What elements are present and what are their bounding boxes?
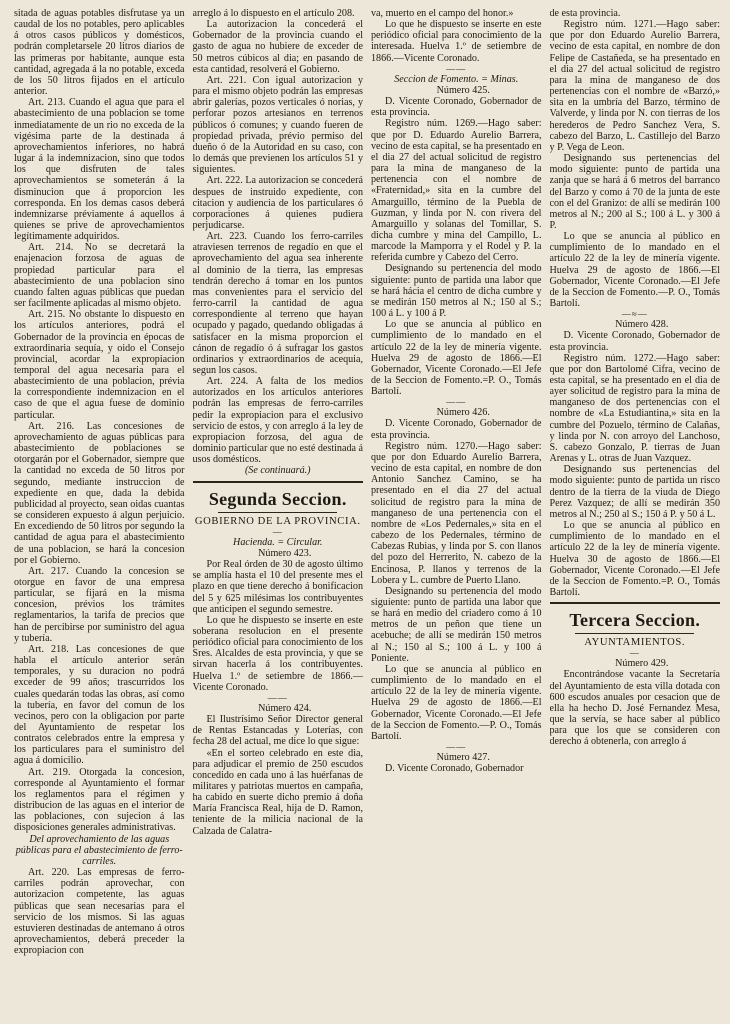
paragraph: Lo que se anuncia al público en cumplimiento de lo mandado en el artículo 22 de la ley de minería vigente. Huelva 29 de agosto de 1866.—El Gobernador, Vicente Coronado.—El Jefe de la Seccion de Fomento.—P. O., Tomás Bartolí.	[371, 663, 542, 742]
article-217: Art. 217. Cuando la concesion se otorgue en favor de una empresa particular, se fijará en la misma concesion, prévios los trámites reglamentarios, la tarifa de precios que han de percibirse por suministro del agua y tubería.	[14, 565, 185, 644]
paragraph: D. Vicente Coronado, Gobernador de esta provincia.	[371, 96, 542, 119]
article-221: Art. 221. Con igual autorizacion y para el mismo objeto podrán las empresas abrir galerías, pozos verticales ó norias, y perforar pozos artesianos en terrenos públicos ó comunes; y cuando fueren de propiedad privada, prévio permiso del dueño ó de la Autoridad en su caso, con lo demás que previenen los artículos 51 y siguientes.	[192, 74, 363, 176]
paragraph: D. Vicente Coronado, Gobernador de esta provincia.	[549, 330, 720, 353]
article-218: Art. 218. Las concesiones de que habla el artículo anterior serán temporales, y su duracion no podrá exceder de 99 años; trascurridos los cuales quedarán todas las obras, así como la tubería, en favor del comun de los vecinos, pero con la obligacion por parte del Ayuntamiento de respetar los contratos celebrados entre la empresa y los particulares para el suministro del agua á domicilio.	[14, 643, 185, 767]
notice-number: Número 428.	[615, 319, 669, 331]
divider	[193, 481, 364, 483]
article-214: Art. 214. No se decretará la enajenacion forzosa de aguas de propiedad particular para el abastecimiento de una poblacion sino cuando falten aguas públicas que puedan ser facilmente aplicadas al mismo objeto.	[14, 242, 185, 310]
ornament-dash: —≈—	[621, 309, 648, 320]
paragraph: D. Vicente Coronado, Gobernador de esta provincia.	[371, 418, 542, 441]
article-220: Art. 220. Las empresas de ferro-carriles podrán aprovechar, con autorizacion competente, las aguas públicas que sean necesarias para el servicio de los mismos. Si las aguas estuvieren destinadas de antemano á otros aprovechamientos, deberá preceder la expropiacion con	[14, 867, 185, 957]
paragraph: «En el sorteo celebrado en este dia, para adjudicar el premio de 250 escudos concedido en cada uno á las huérfanas de militares y patriotas muertos en campaña, ha cabido en suerte dicho premio á doña María Francisca Real, hija de D. Ramon, teniente de la milicia nacional de la Calzada de Calatra-	[192, 747, 363, 837]
paragraph: Encontrándose vacante la Secretaría del Ayuntamiento de esta villa dotada con 600 escudos anuales por cesacion que de ella ha hecho D. José Fernandez Mesa, que la servía, se hace saber al público para que los que se consideren con derecho á obtenerla, con arreglo á	[549, 669, 720, 748]
notice-number: Número 427.	[436, 752, 490, 763]
paragraph: de esta provincia.	[549, 8, 621, 19]
paragraph: D. Vicente Coronado, Gobernador	[385, 763, 524, 775]
paragraph: Registro núm. 1269.—Hago saber: que por D. Eduardo Aurelio Barrera, vecino de esta capital, se ha presentado en el dia 27 del actual solicitud de registro para la mina de manganeso de la pertenencia con el nombre de «Fraternidad,» sita en la cumbre del Amarguillo, término de la Puebla de Guzman, y linda por N. con rivera del Amarguillo y solanas del Tomillar, S. dicha cumbre y mina del Campillo, L. marcode la Mamporra y el Rodel y P. la referida cumbre y Cabezo del Cerro.	[371, 118, 542, 264]
notice-number: Número 429.	[615, 658, 669, 670]
paragraph: Lo que he dispuesto se inserte en este soberana resolucion en el presente periódico oficial para conocimiento de los Sres. Alcaldes de esta provincia, y que se sirvan hacerla á los contribuyentes. Huelva 1.º de setiembre de 1866.—Vicente Coronado.	[192, 614, 363, 693]
article-223: Art. 223. Cuando los ferro-carriles atraviesen terrenos de regadío en que el aprovechamiento del agua sea inherente al dominio de la tierra, las empresas tendrán derecho á tomar en los puntos mas convenientes para el servicio del ferro-carril la cantidad de agua correspondiente al terreno que hayan ocupado y pagado, quedando obligadas á satisfacer en la misma proporcion el cánon de regadío ó á sufragar los gastos ordinarios y extraordinarios de acequia, segun los casos.	[192, 231, 363, 376]
paragraph: Designando su pertenencia del modo siguiente: punto de partida una labor que se hará en medio del criadero como á 10 metros de un peñon que tiene un acebuche; de allí se medirán 150 metros al N.; 150 al S.; 100 á L. y 100 á Poniente.	[371, 585, 542, 664]
paragraph: Registro núm. 1271.—Hago saber: que por don Eduardo Aurelio Barrera, vecino de esta capital, en nombre de don Felipe de Castañeda, se ha presentado en el dia 27 del actual solicitud de registro para la mina de manganeso de dos pertenencias con el nombre de «Barzó,» sita en la umbría del Barzo, término de Valverde, y linda por N. con tierras de los herederos de Pedro Sanchez Vera, S. cabezo del Barzo, L. Castillejo del Barzo y P. Vega de Leon.	[549, 19, 720, 153]
article-213: Art. 213. Cuando el agua que para el abastecimiento de una poblacion se tome inmediatamente de un rio no exceda de la vigésima parte de la destinada á aprovechamientos inferiores, no habrá lugar á la indemnizacion, sino que todos los que disfruten de tales aprovechamientos se someterán á la disminucion que á proporcion les corresponda. En los demas casos deberá indemnizarse préviamente á aquellos á quienes se prive de aprovechamientos legítimamente adquiridos.	[14, 97, 185, 243]
paragraph: Designando su pertenencia del modo siguiente: punto de partida una labor que se hará hácia el centro de dicha cumbre y se medirán 150 metros al N.; 150 al S.; 100 á L. y 100 á P.	[371, 263, 542, 320]
gobierno-heading: GOBIERNO DE LA PROVINCIA.	[194, 515, 361, 527]
ornament-dash: —	[272, 526, 283, 537]
subsection-heading: Hacienda. = Circular.	[233, 536, 323, 548]
article-224: Art. 224. A falta de los medios autorizados en los artículos anteriores podrán las empresas de ferro-carriles pedir la expropiacion para el exclusivo servicio de estos, y con arreglo á la ley de expropiacion forzosa, del agua de dominio particular que no esté destinada á usos domésticos.	[192, 376, 363, 466]
paragraph: Por Real órden de 30 de agosto último se amplía hasta el 10 del presente mes el plazo en que tiene derecho á bonificacion del 5 y 625 milésimas los contribuyentes que anticipen el segundo semestre.	[192, 559, 363, 615]
paragraph: Lo que he dispuesto se inserte en este periódico oficial para conocimiento de la interesada. Huelva 1.º de setiembre de 1866.—Vicente Coronado.	[371, 19, 542, 64]
section-heading: Tercera Seccion.	[569, 610, 701, 631]
ayuntamientos-heading: AYUNTAMIENTOS.	[584, 637, 686, 649]
subsection-heading: Seccion de Fomento. = Minas.	[394, 73, 519, 85]
article-219: Art. 219. Otorgada la concesion, corresponde al Ayuntamiento el formar los reglamentos para el régimen y distribucion de las aguas en el interior de las poblaciones, con sujecion á las disposiciones generales administrativas.	[14, 766, 185, 834]
notice-number: Número 423.	[258, 547, 312, 559]
paragraph: arreglo á lo dispuesto en el artículo 208.	[192, 8, 355, 19]
divider	[218, 512, 337, 513]
article-215: Art. 215. No obstante lo dispuesto en los artículos anteriores, podrá el Gobernador de la provincia en épocas de extraordinaria sequía, y oido el Consejo provincial, acordar la expropiacion temporal del agua necesaria para el abastecimiento de una poblacion, prévia la correspondiente indemnizacion en el caso de que el agua fuese de dominio particular.	[14, 309, 185, 421]
paragraph: Designando sus pertenencias del modo siguiente: punto de partida un risco dentro de la tierra de la viuda de Diego Perez Vazquez; de allí se medirán 350 metros al N.; 250 al S.; 150 á P. y 50 á L.	[549, 464, 720, 520]
ornament-dash: ——	[446, 742, 467, 752]
notice-number: Número 425.	[436, 84, 490, 96]
column-1	[14, 8, 185, 1024]
divider	[550, 602, 721, 604]
column-4	[550, 8, 721, 1024]
continuation-note: (Se continuará.)	[244, 465, 311, 477]
paragraph: El Ilustrísimo Señor Director general de Rentas Estancadas y Loterías, con fecha 28 del actual, me dice lo que sigue:	[192, 714, 363, 748]
divider	[575, 633, 694, 634]
paragraph: sitada de aguas potables disfrutase ya un caudal de los no potables, pero aplicables á otros casos públicos y domésticos, podrán completarsele 20 litros diarios de las primeras por habitante, aunque esta cantidad, agregada á la no potable, exceda de los 50 litros fijados en el artículo anterior.	[14, 8, 185, 98]
paragraph: Lo que se anuncia al público en cumplimiento de lo mandado en el artículo 22 de la ley de minería vigente. Huelva 29 de agosto de 1866.—El Gobernador, Vicente Coronado.—El Jefe de la Seccion de Fomento.—P. O., Tomás Bartolí.	[549, 231, 720, 310]
ornament-dash: ——	[267, 692, 288, 703]
paragraph: Lo que se anuncia al público en cumplimiento de lo mandado en el artículo 22 de la ley de minería vigente. Huelva 29 de agosto de 1866.—El Gobernador, Vicente Coronado.—El Jefe de la Seccion de Fomento.=P. O., Tomás Bartolí.	[371, 319, 542, 398]
ornament-dash: ——	[446, 63, 467, 74]
paragraph: Designando sus pertenencias del modo siguiente: punto de partida una zanja que se hará á 6 metros del barranco del Barzo y como á 70 de la junta de este con el del Granizo: de allí se medirán 100 metros al N.; 200 al S.; 100 á L. y 300 á P.	[549, 153, 720, 231]
subheading-ferrocarriles: Del aprovechamiento de las aguas públicas para el abastecimiento de ferro-carriles.	[15, 833, 183, 867]
paragraph: va, muerto en el campo del honor.»	[371, 8, 514, 19]
ornament-dash: ——	[446, 397, 467, 408]
paragraph: Registro núm. 1272.—Hago saber: que por don Bartolomé Cifra, vecino de esta capital, se ha presentado en el dia de ayer solicitud de registro para la mina de manganeso de dos pertenencias con el nombre de «La Estudiantina,» sita en la cumbre del Pozuelo, término de Calañas, y linda por N. con arroyo del Lanchoso, S. cabezo Gonzalo, P. tierras de Juan Arenas y L. otras de Juan Vazquez.	[549, 352, 720, 465]
section-heading: Segunda Seccion.	[208, 488, 347, 509]
column-3	[371, 8, 542, 1024]
notice-number: Número 424.	[258, 702, 312, 714]
paragraph: La autorizacion la concederá el Gobernador de la provincia cuando el gasto de agua no hubiere de exceder de 50 metros cúbicos al dia; en pasando de esta cantidad, resolverá el Gobierno.	[192, 19, 363, 75]
paragraph: Registro núm. 1270.—Hago saber: que por don Eduardo Aurelio Barrera, vecino de esta capital, en nombre de don Antonio Sanchez Camino, se ha presentado en el dia 27 del actual solicitud de registro para la mina de manganeso de una pertenencia con el nombre de «Los Pedernales,» sita en el cabezo de los Pedernales, término de Cabezas Rubias, y linda por S. con llanos del pozo del Herrerito, N. cabezo de la Encinosa, P. llanos y terrenos de la Lobera y L. cumbre de Puerto Llano.	[371, 440, 542, 586]
article-216: Art. 216. Las concesiones de aprovechamiento de aguas públicas para abastecimiento de poblaciones se otorgarán por el Gobernador, siempre que la cantidad no exceda de 50 litros por segundo, mediante instruccion de expediente en que, dada la debida publicidad al proyecto, sean oidas cuantas se consideren expuesto á algun perjuicio. En excediendo de 50 litros por segundo la cantidad de agua para el abastecimiento de una poblacion, se hará la concesion por el Gobierno.	[14, 420, 185, 566]
paragraph: Lo que se anuncia al público en cumplimiento de lo mandado en el artículo 22 de la ley de minería vigente. Huelva 30 de agosto de 1866.—El Gobernador, Vicente Coronado.—El Jefe de la Seccion de Fomento.=P. O., Tomás Bartolí.	[549, 520, 720, 598]
ornament-dash: —	[629, 648, 640, 659]
notice-number: Número 426.	[436, 407, 490, 419]
column-2	[193, 8, 364, 1024]
article-222: Art. 222. La autorizacion se concederá despues de instruido expediente, con citacion y audiencia de los particulares ó corporaciones á quienes pudiera perjudicarse.	[192, 175, 363, 231]
